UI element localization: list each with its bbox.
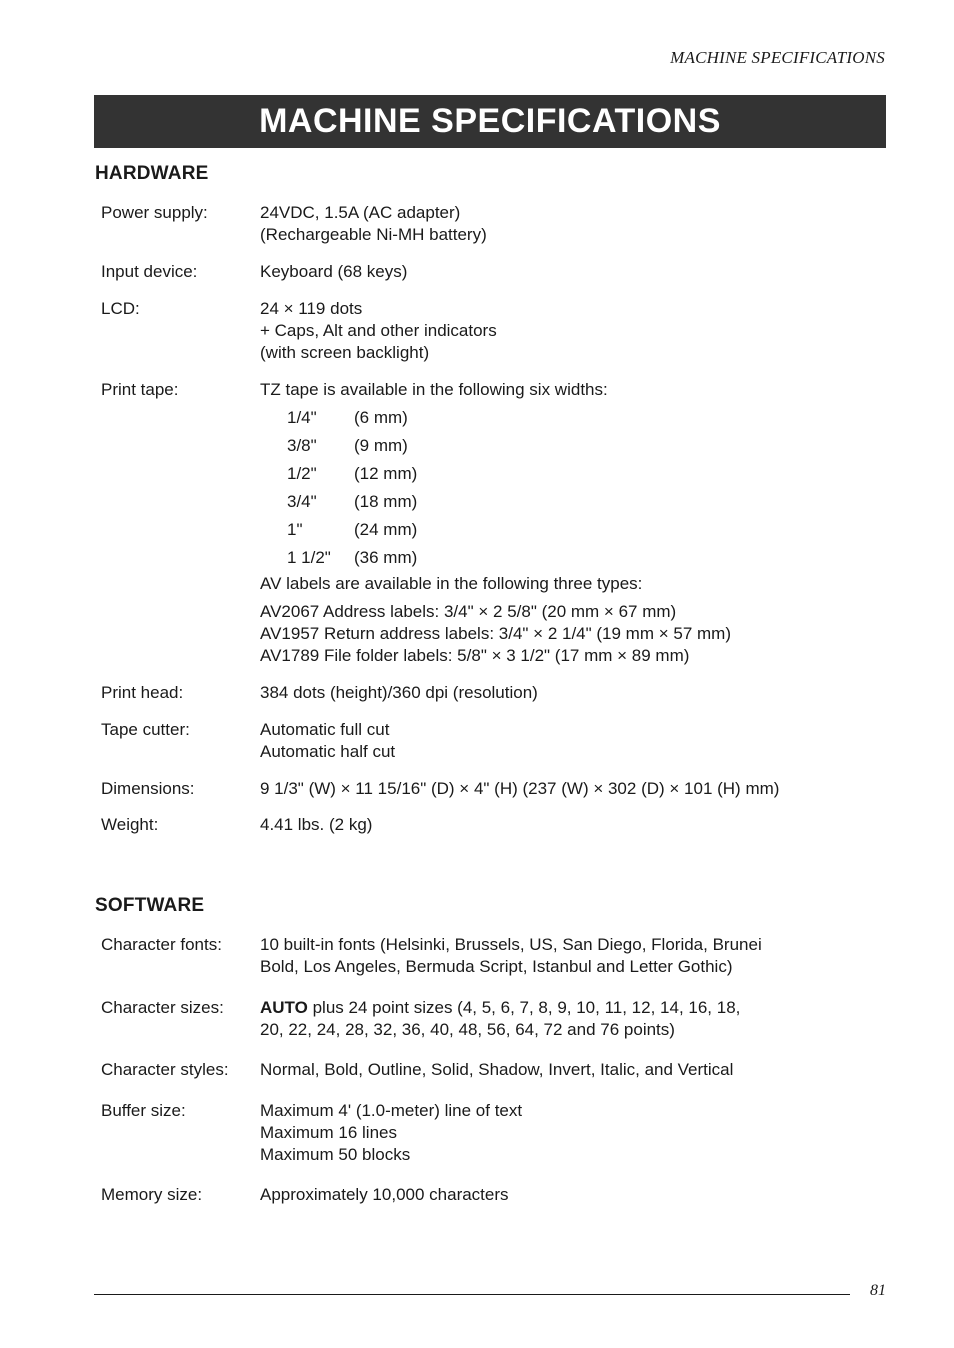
auto-keyword: AUTO: [260, 998, 308, 1017]
spec-row-character-styles: [101, 1059, 861, 1081]
software-heading: SOFTWARE: [95, 895, 205, 916]
tape-width-row: 3/8" (9 mm): [287, 436, 408, 455]
spec-label: Power supply:: [101, 203, 208, 222]
spec-row-character-sizes: [101, 997, 861, 1041]
spec-value: TZ tape is available in the following six widths: 1/4" (6 mm) 3/8" (9 mm) 1/2" (12 mm) 3/4" (18 mm) 1" (24 mm) 1 1/2" (36 mm) AV labels are available in the following three types: AV2067 Address labels: 3/4" × 2 5/8" (20 mm × 67 mm) AV1957 Return address labels: 3/4" × 2 1/4" (19 mm × 57 mm) AV1789 File folder labels: 5/8" × 3 1/2" (17 mm × 89 mm): [260, 379, 861, 667]
spec-value: Maximum 4' (1.0-meter) line of text Maximum 16 lines Maximum 50 blocks: [260, 1101, 523, 1164]
spec-row-print-head: [101, 682, 861, 704]
tape-width-list: [260, 404, 861, 572]
spec-value: AUTO plus 24 point sizes (4, 5, 6, 7, 8, 9, 10, 11, 12, 14, 16, 18, 20, 22, 24, 28, 32, 36, 40, 48, 56, 64, 72 and 76 points): [260, 998, 741, 1039]
hardware-spec-table: [101, 202, 861, 836]
spec-row-lcd: [101, 298, 861, 364]
spec-label: Input device:: [101, 262, 198, 281]
spec-label: LCD:: [101, 299, 140, 318]
footer-rule: [94, 1294, 850, 1295]
spec-row-weight: [101, 814, 861, 836]
spec-label: Character fonts:: [101, 935, 222, 954]
page-title: MACHINE SPECIFICATIONS: [259, 102, 721, 140]
spec-label: Print tape:: [101, 380, 179, 399]
spec-label: Print head:: [101, 683, 184, 702]
tape-width-row: 1/4" (6 mm): [287, 408, 408, 427]
spec-label: Tape cutter:: [101, 720, 190, 739]
spec-row-character-fonts: [101, 934, 861, 978]
page-number: 81: [870, 1282, 886, 1299]
spec-value: Approximately 10,000 characters: [260, 1185, 509, 1204]
spec-row-power-supply: [101, 202, 861, 246]
spec-row-print-tape: [101, 379, 861, 667]
spec-value: 9 1/3" (W) × 11 15/16" (D) × 4" (H) (237 (W) × 302 (D) × 101 (H) mm): [260, 779, 780, 798]
spec-value: 24 × 119 dots + Caps, Alt and other indicators (with screen backlight): [260, 299, 497, 362]
title-banner: [94, 95, 886, 148]
spec-label: Character sizes:: [101, 998, 224, 1017]
running-header: MACHINE SPECIFICATIONS: [670, 48, 885, 67]
spec-row-dimensions: [101, 778, 861, 800]
spec-row-memory-size: [101, 1184, 861, 1206]
hardware-heading: HARDWARE: [95, 163, 209, 184]
tape-width-row: 1/2" (12 mm): [287, 464, 418, 483]
tape-width-row: 1 1/2" (36 mm): [287, 548, 418, 567]
spec-label: Weight:: [101, 815, 159, 834]
spec-label: Character styles:: [101, 1060, 229, 1079]
spec-row-buffer-size: [101, 1100, 861, 1166]
spec-value: 24VDC, 1.5A (AC adapter) (Rechargeable Ni-MH battery): [260, 203, 487, 244]
spec-value: 4.41 lbs. (2 kg): [260, 815, 373, 834]
software-spec-table: [101, 934, 861, 1206]
spec-label: Memory size:: [101, 1185, 203, 1204]
spec-value: 10 built-in fonts (Helsinki, Brussels, US, San Diego, Florida, Brunei Bold, Los Angeles, Bermuda Script, Istanbul and Letter Gothic): [260, 935, 762, 976]
tape-width-row: 3/4" (18 mm): [287, 492, 418, 511]
tape-width-row: 1" (24 mm): [287, 520, 418, 539]
spec-label: Dimensions:: [101, 779, 195, 798]
spec-value: Automatic full cut Automatic half cut: [260, 720, 396, 761]
spec-label: Buffer size:: [101, 1101, 186, 1120]
spec-value: Keyboard (68 keys): [260, 262, 408, 281]
av-label-list: AV2067 Address labels: 3/4" × 2 5/8" (20 mm × 67 mm) AV1957 Return address labels: 3/4" × 2 1/4" (19 mm × 57 mm) AV1789 File folder labels: 5/8" × 3 1/2" (17 mm × 89 mm): [260, 602, 731, 665]
spec-row-input-device: [101, 261, 861, 283]
spec-value: Normal, Bold, Outline, Solid, Shadow, Invert, Italic, and Vertical: [260, 1060, 734, 1079]
spec-value: 384 dots (height)/360 dpi (resolution): [260, 683, 538, 702]
spec-row-tape-cutter: [101, 719, 861, 763]
